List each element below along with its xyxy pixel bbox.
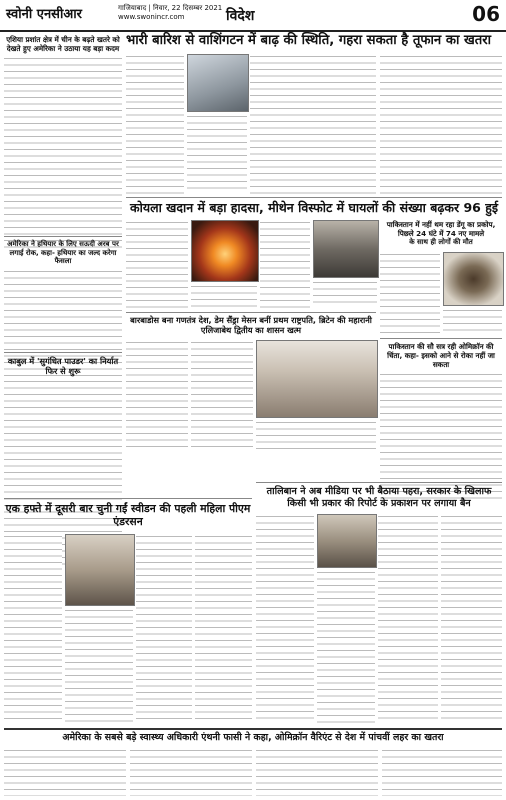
article-body [136,534,192,724]
queen-photo [256,340,378,418]
headline: कोयला खदान में बड़ा हादसा, मीथेन विस्फोट में घायलों की संख्या बढ़कर 96 हुई [130,200,498,215]
article-body [250,54,376,194]
story-washington-flood [126,33,502,49]
headline: पाकिस्तान में नहीं थम रहा डेंगू का प्रकोप, पिछले 24 घंटे में 74 नए मामले [386,220,496,238]
headline: अमेरिका ने हथियार के लिए सऊदी अरब पर लगाई रोक, कहा- हथियार का जल्द करेगा फैसला [7,240,119,266]
article-body [4,56,122,252]
taliban-photo [317,514,377,568]
article-body [126,54,184,194]
page-header [0,0,506,32]
article-body [4,379,122,499]
article-body [260,220,310,308]
article-body [382,748,502,796]
headline: तालिबान ने अब मीडिया पर भी बैठाया पहरा, सरकार के खिलाफ किसी भी प्रकार की रिपोर्ट के प्रकाशन पर लगाया बैन [266,486,492,509]
article-body [195,534,252,724]
article-body [443,308,502,334]
article-body [126,220,188,308]
headline: एक हफ्ते में दूसरी बार चुनी गईं स्वीडन की पहली महिला पीएम एंडरसन [5,502,251,528]
newspaper-name: स्वोनी एनसीआर [6,7,82,22]
dateline: गाजियाबाद | निवार, 22 दिसम्बर 2021 www.swonincr.com [118,4,223,21]
article-body [126,340,188,450]
article-body [4,534,62,724]
article-body [380,372,502,500]
article-body [4,748,126,796]
headline: पाकिस्तान की सौ सत्र रही ओमिक्रॉन की चिंता, कहा- इसको आने से रोका नहीं जा सकता [387,342,495,369]
article-body [191,284,257,308]
story-kabul [4,356,122,499]
explosion-photo [191,220,259,282]
article-body [65,608,133,724]
article-body [191,340,253,450]
story-coal-mine [126,200,502,215]
article-body [380,54,502,194]
flood-photo [187,54,249,112]
subheadline: के साथ ही लोगों की मौत [409,238,473,246]
article-body [256,748,378,796]
andersson-photo [65,534,135,606]
headline: भारी बारिश से वाशिंगटन में बाढ़ की स्थिति, गहरा सकता है तूफान का खतरा [126,33,492,48]
headline: बारबाडोस बना गणतंत्र देश, डेम सैंड्रा मेसन बनीं प्रथम राष्ट्रपति, ब्रिटेन की महारानी एलिजाबेथ द्वितीय का शासन खत्म [130,315,372,336]
story-sweden-pm [4,502,252,528]
story-pakistan-omicron [380,342,502,500]
headline: अमेरिका के सबसे बड़े स्वास्थ्य अधिकारी एंथनी फासी ने कहा, ओमिक्रॉन वैरिएंट से देश में पांचवीं लहर का खतरा [62,732,444,743]
article-body [130,748,252,796]
article-body [378,514,438,724]
headline: काबुल में 'सुगंधित पाउडर' का निर्यात फिर से शुरू [7,356,119,376]
mosquito-photo [443,252,504,306]
page-number: 06 [472,2,500,26]
article-body [256,514,314,724]
article-body [256,420,376,450]
article-body [317,570,375,724]
story-china-threat [4,35,122,252]
story-barbados [126,315,376,336]
article-body [187,114,247,194]
section-title: विदेश [226,8,255,24]
article-body [380,252,440,334]
article-body [441,514,502,724]
story-taliban-media [256,486,502,510]
article-body [313,280,377,308]
headline: एशिया प्रशांत क्षेत्र में चीन के बढ़ते खतरे को देखते हुए अमेरिका ने उठाया यह बड़ा कदम [6,35,120,53]
mine-photo [313,220,379,278]
story-pakistan-dengue [380,220,502,247]
story-fauci-omicron [4,732,502,744]
